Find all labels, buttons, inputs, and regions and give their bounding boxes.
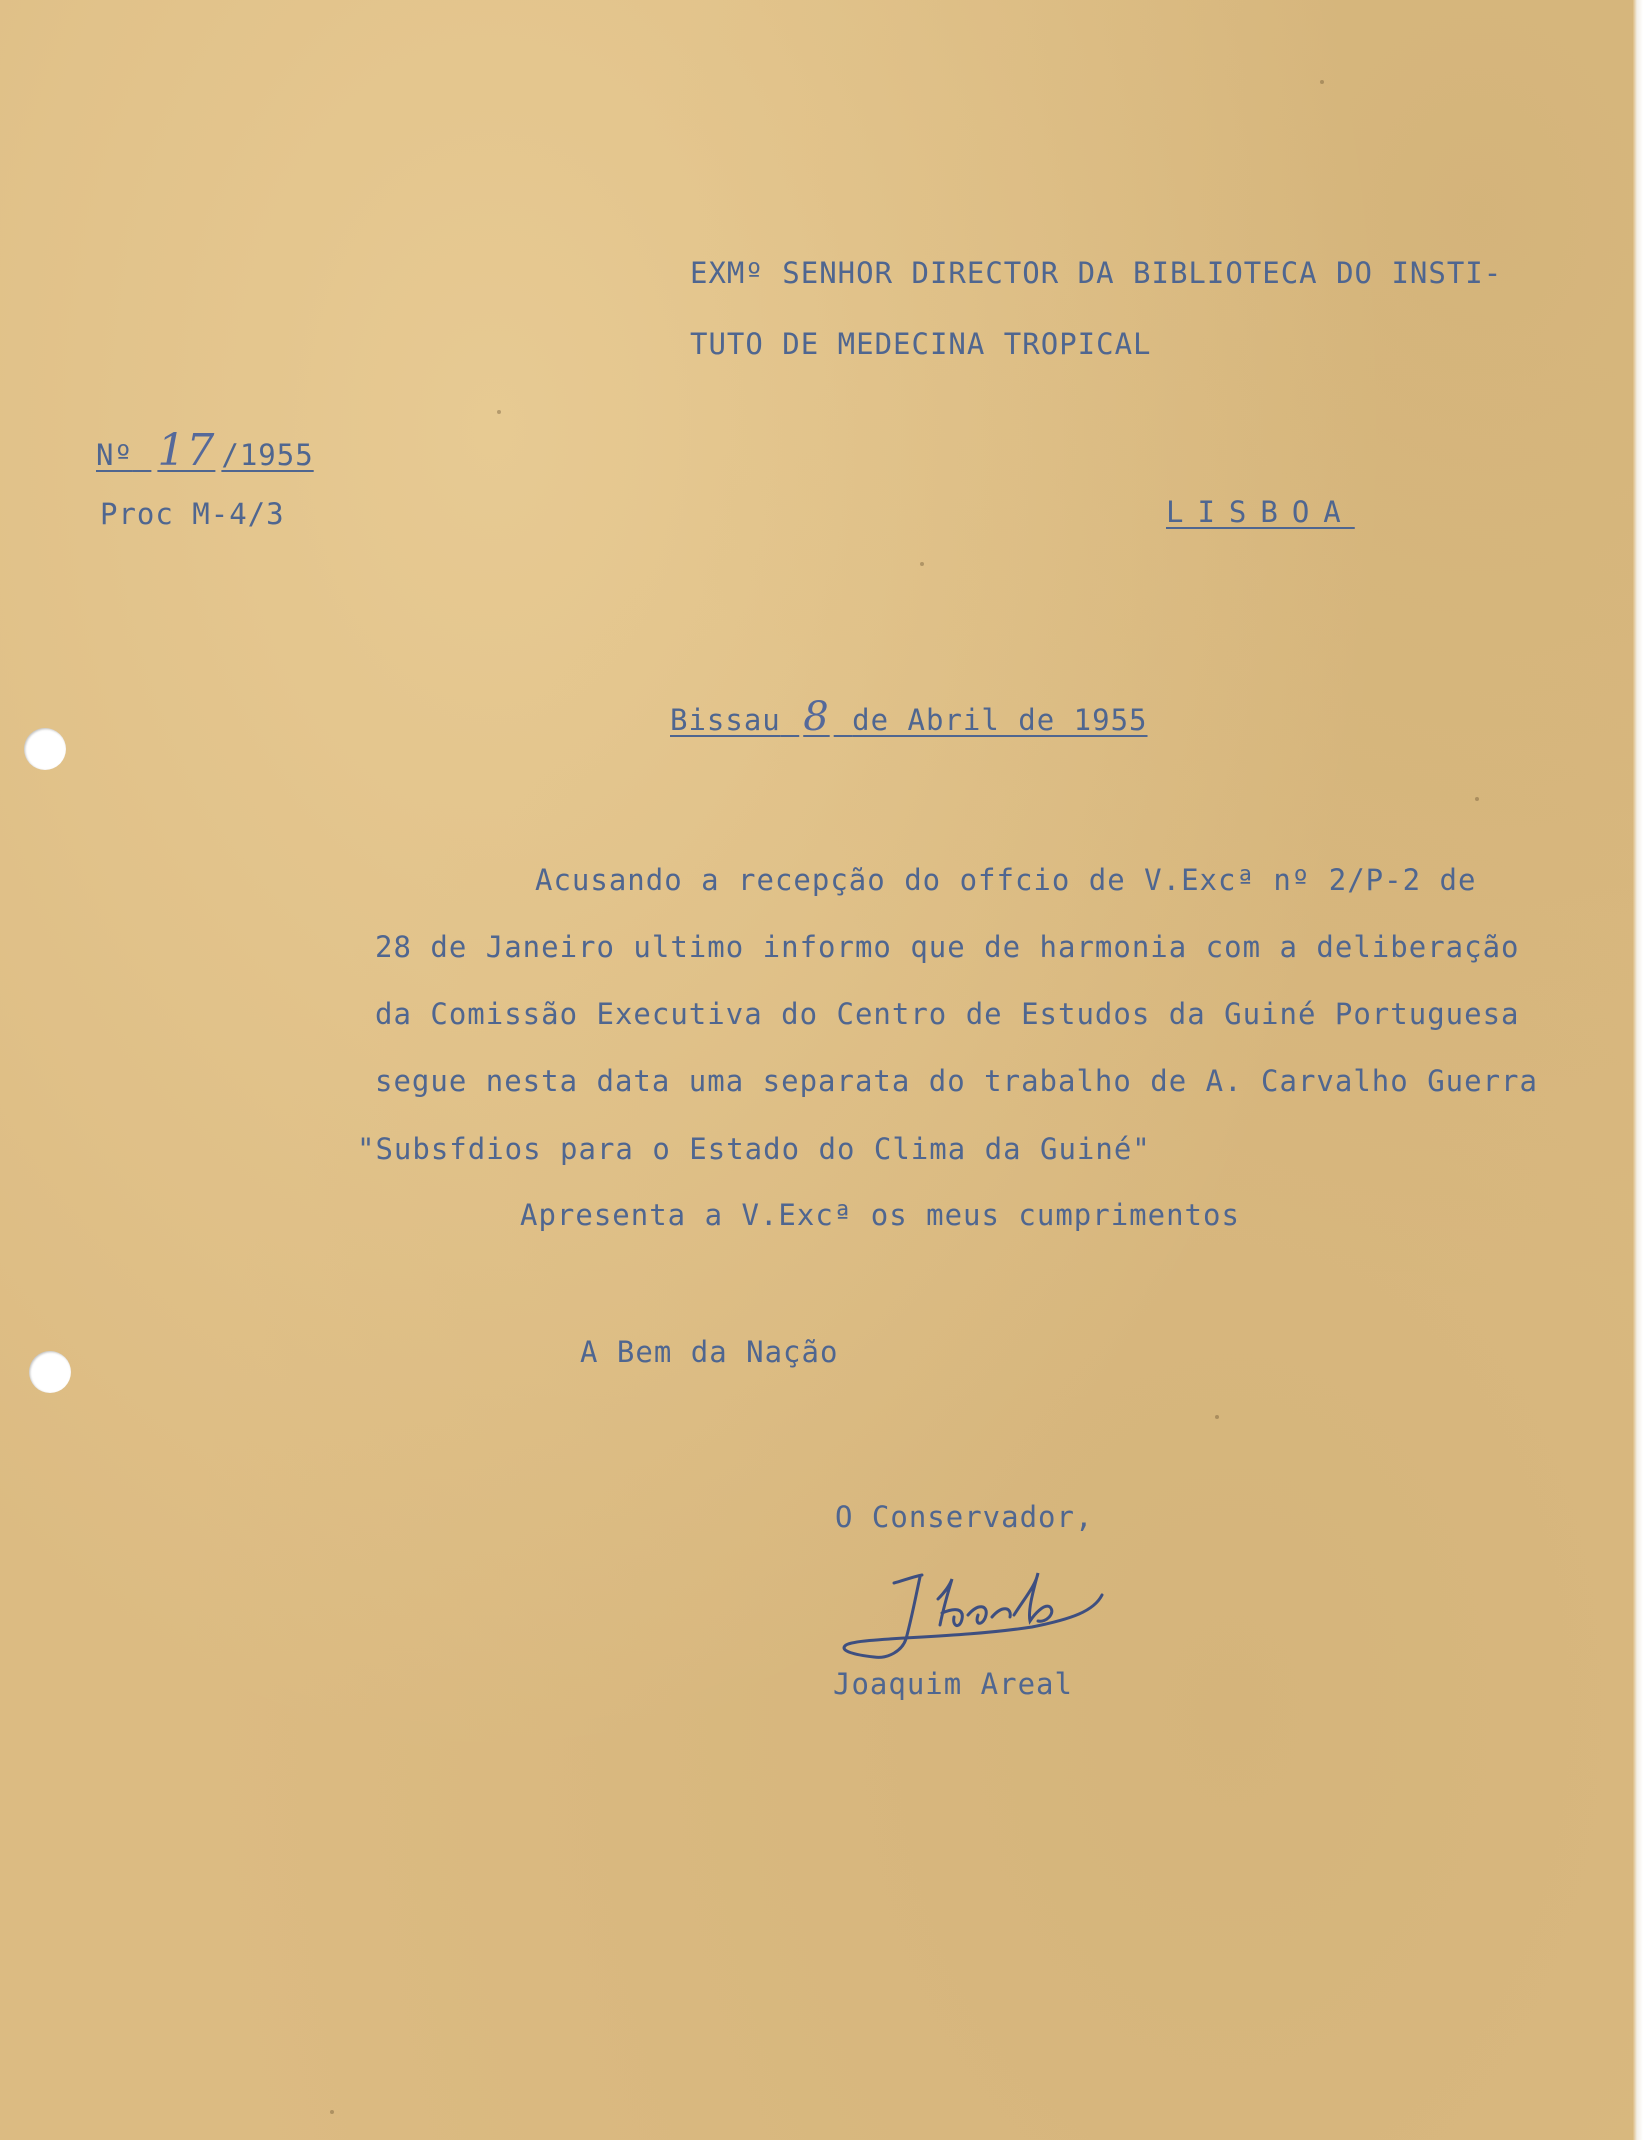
process-number: Proc M-4/3 — [100, 497, 285, 531]
signer-role: O Conservador, — [835, 1500, 1094, 1534]
reference-year: /1955 — [221, 438, 314, 472]
paper-speck — [1215, 1415, 1219, 1419]
body-line-1: Acusando a recepção do offcio de V.Excª nº 2/P-2 de — [535, 863, 1477, 897]
date-rest: de Abril de 1955 — [852, 703, 1148, 737]
date-line — [670, 694, 1148, 740]
addressee-line-2: TUTO DE MEDECINA TROPICAL — [690, 327, 1152, 361]
punch-hole-bottom — [29, 1351, 71, 1393]
paper-speck — [1320, 80, 1324, 84]
date-handwritten-day: 8 — [803, 694, 830, 740]
body-line-4: segue nesta data uma separata do trabalho de A. Carvalho Guerra — [375, 1064, 1538, 1098]
addressee-line-1: EXMº SENHOR DIRECTOR DA BIBLIOTECA DO INSTI- — [690, 256, 1503, 290]
body-line-2: 28 de Janeiro ultimo informo que de harmonia com a deliberação — [375, 930, 1520, 964]
body-line-6: Apresenta a V.Excª os meus cumprimentos — [520, 1198, 1240, 1232]
closing-salutation: A Bem da Nação — [580, 1335, 839, 1369]
destination-city: LISBOA — [1166, 495, 1355, 529]
paper-speck — [330, 2110, 334, 2114]
handwritten-signature — [832, 1555, 1122, 1675]
paper-speck — [920, 562, 924, 566]
reference-number — [96, 425, 314, 476]
paper-speck — [497, 410, 501, 414]
paper-edge — [1633, 0, 1643, 2140]
date-place: Bissau — [670, 703, 781, 737]
body-line-5: "Subsfdios para o Estado do Clima da Guiné" — [357, 1132, 1151, 1166]
reference-handwritten-number: 17 — [157, 425, 216, 476]
signer-name: Joaquim Areal — [833, 1667, 1073, 1701]
punch-hole-top — [24, 728, 66, 770]
body-line-3: da Comissão Executiva do Centro de Estudos da Guiné Portuguesa — [375, 997, 1520, 1031]
paper-speck — [1475, 797, 1479, 801]
reference-prefix: Nº — [96, 438, 133, 472]
